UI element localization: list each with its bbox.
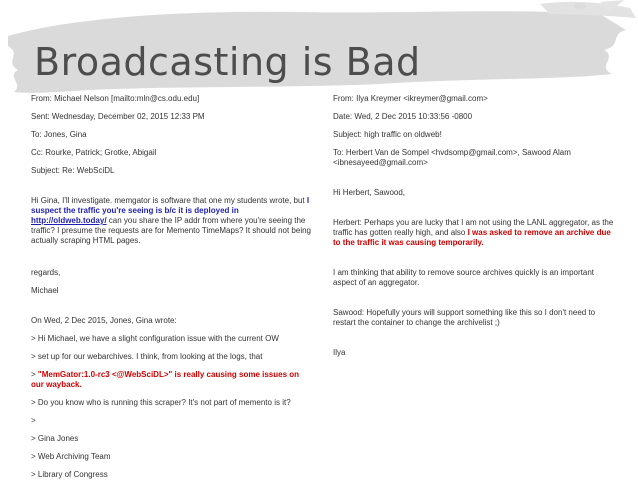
body-text: can you share the IP addr from where you're seeing the traffic? I presume the requests are for Memento TimeMaps? It should not being actually scraping HTML pages.	[31, 216, 311, 245]
email-from-line: From: Ilya Kreymer <ikreymer@gmail.com>	[333, 94, 488, 103]
quoted-line-highlight	[31, 370, 311, 390]
quoted-line: > Do you know who is running this scraper? It's not part of memento is it?	[31, 398, 291, 407]
email-body-paragraph: I am thinking that ability to remove source archives quickly is an important aspect of an aggregator.	[333, 268, 595, 287]
email-subject-line: Subject: high traffic on oldweb!	[333, 130, 442, 139]
body-text: Hi Gina, I'll investigate. memgator is software that one my students wrote, but	[31, 196, 307, 205]
quote-prefix: >	[31, 370, 38, 379]
quoted-line: > Hi Michael, we have a slight configuration issue with the current OW	[31, 334, 279, 343]
quoted-line: >	[31, 416, 36, 425]
quote-header: On Wed, 2 Dec 2015, Jones, Gina wrote:	[31, 316, 177, 325]
email-body-paragraph	[333, 218, 618, 248]
oldweb-link[interactable]: http://oldweb.today/	[31, 216, 107, 225]
body-text: Herbert: Perhaps you are lucky that I am not using the LANL aggregator, as the traffic has gotten really high, and also	[333, 218, 614, 237]
body-emphasis: I suspect the traffic you're seeing is b/c it is deployed in	[31, 196, 310, 215]
email-signature: Michael	[31, 286, 59, 295]
email-from-line: From: Michael Nelson [mailto:mln@cs.odu.edu]	[31, 94, 200, 103]
email-cc-line: Cc: Rourke, Patrick; Grotke, Abigail	[31, 148, 157, 157]
quoted-line: > Library of Congress	[31, 470, 108, 479]
email-body-paragraph: Sawood: Hopefully yours will support something like this so I don't need to restart the container to change the archivelist ;)	[333, 308, 596, 327]
slide-title: Broadcasting is Bad	[34, 40, 421, 84]
email-signature: Ilya	[333, 348, 346, 357]
email-sent-line: Sent: Wednesday, December 02, 2015 12:33 PM	[31, 112, 205, 121]
email-to-line: To: Jones, Gina	[31, 130, 87, 139]
quoted-line: > Web Archiving Team	[31, 452, 111, 461]
left-email	[31, 94, 311, 480]
email-body-paragraph	[31, 196, 311, 246]
removal-highlight: I was asked to remove an archive due to the traffic it was causing temporarily.	[333, 228, 611, 247]
email-subject-line: Subject: Re: WebSciDL	[31, 166, 115, 175]
quoted-line: > Gina Jones	[31, 434, 79, 443]
email-regards: regards,	[31, 268, 61, 277]
email-greeting: Hi Herbert, Sawood,	[333, 188, 406, 197]
email-date-line: Date: Wed, 2 Dec 2015 10:33:56 -0800	[333, 112, 473, 121]
right-email	[333, 94, 618, 358]
email-to-line: To: Herbert Van de Sompel <hvdsomp@gmail.com>, Sawood Alam <ibnesayeed@gmail.com>	[333, 148, 571, 167]
memgator-highlight: "MemGator:1.0-rc3 <@WebSciDL>" is really causing some issues on our wayback.	[31, 370, 300, 389]
quoted-line: > set up for our webarchives. I think, from looking at the logs, that	[31, 352, 263, 361]
